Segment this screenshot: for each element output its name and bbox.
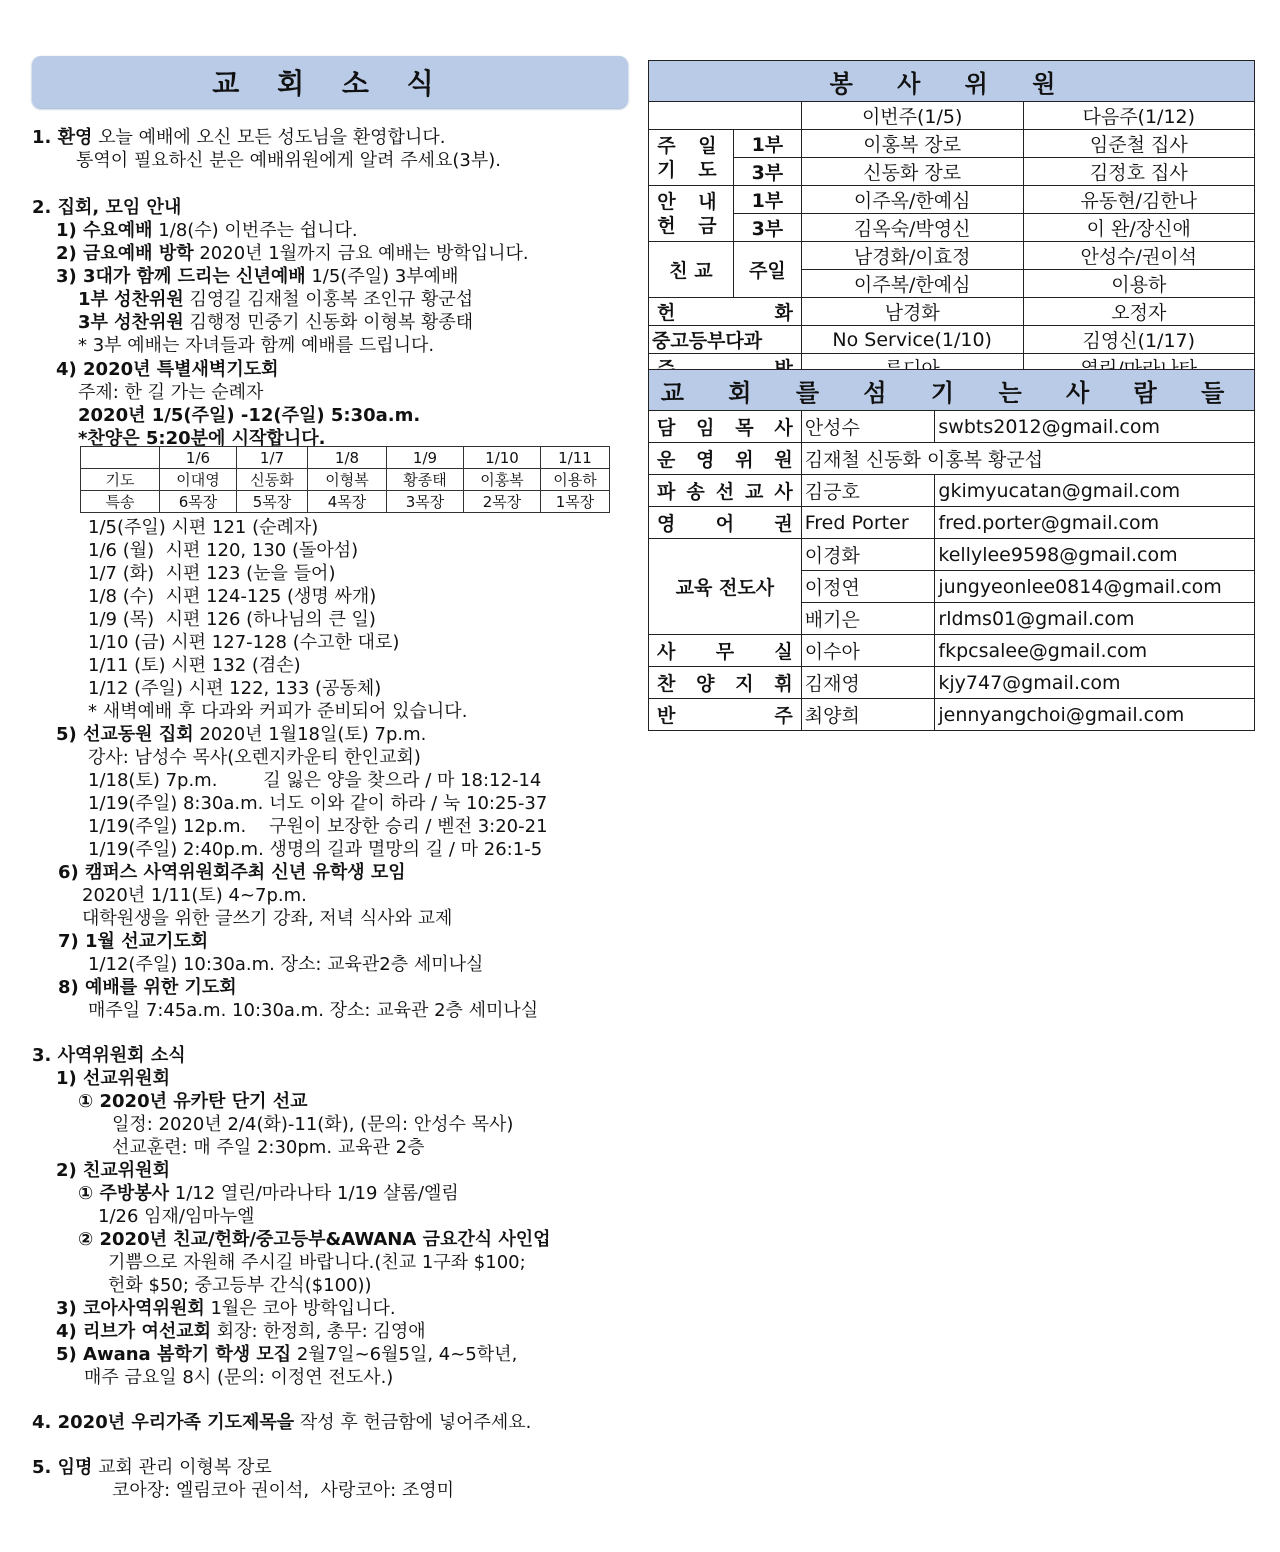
news-line-text: 1/11 (토) 시편 132 (겸손) <box>88 655 301 676</box>
news-line <box>78 288 473 311</box>
news-line <box>82 907 452 930</box>
table-cell: 6목장 <box>160 491 237 513</box>
news-line-text: 1/26 임재/임마누엘 <box>98 1206 255 1227</box>
news-line-bold: 1) 수요예배 <box>56 220 153 241</box>
staff-email[interactable]: kjy747@gmail.com <box>935 667 1255 699</box>
serve-cell: 김옥숙/박영신 <box>801 214 1023 242</box>
blank-cell <box>649 102 802 130</box>
news-line <box>58 930 208 953</box>
news-line-text: 통역이 필요하신 분은 예배위원에게 알려 주세요(3부). <box>76 150 501 171</box>
news-line-bold: 4) 리브가 여선교회 <box>56 1321 211 1342</box>
staff-name: 김재영 <box>801 667 935 699</box>
serve-cell: 남경화 <box>801 298 1023 326</box>
news-line <box>56 1343 517 1366</box>
news-line <box>88 677 381 700</box>
flower-label: 헌 화 <box>649 298 802 326</box>
news-line-bold: 2. 집회, 모임 안내 <box>32 197 182 218</box>
service-1-label: 1부 <box>733 130 801 158</box>
news-line-text: 2020년 1/11(토) 4~7p.m. <box>82 885 307 906</box>
news-line-bold: 6) 캠퍼스 사역위원회주최 신년 유학생 모임 <box>58 862 406 883</box>
news-line <box>32 1411 531 1434</box>
table-cell: 5목장 <box>237 491 308 513</box>
staff-name: 안성수 <box>801 411 935 443</box>
staff-role: 교육 전도사 <box>649 539 802 635</box>
news-line-text: 코아장: 엘림코아 권이석, 사랑코아: 조영미 <box>112 1480 455 1501</box>
news-line-text: 1/8(수) 이번주는 쉽니다. <box>152 220 358 241</box>
news-line-text: 1/5(주일) 시편 121 (순례자) <box>88 517 319 538</box>
staff-title: 교 회 를 섬 기 는 사 람 들 <box>649 370 1255 411</box>
table-cell: 4목장 <box>308 491 387 513</box>
news-line-bold: ① 2020년 유카탄 단기 선교 <box>78 1091 308 1112</box>
table-cell: 2목장 <box>464 491 541 513</box>
news-line-text: 대학원생을 위한 글쓰기 강좌, 저녁 식사와 교제 <box>82 908 453 929</box>
news-line-bold: 5) Awana 봄학기 학생 모집 <box>56 1344 292 1365</box>
staff-name: 김재철 신동화 이홍복 황군섭 <box>801 443 1254 475</box>
news-line <box>78 381 263 404</box>
staff-name: 이정연 <box>801 571 935 603</box>
staff-email[interactable]: jungyeonlee0814@gmail.com <box>935 571 1255 603</box>
staff-name: 이경화 <box>801 539 935 571</box>
news-line-bold: 8) 예배를 위한 기도회 <box>58 977 237 998</box>
serve-cell: 안성수/권이석 <box>1023 242 1254 270</box>
table-cell: 3목장 <box>387 491 464 513</box>
row-label: 기도 <box>81 469 160 491</box>
news-line <box>112 1113 513 1136</box>
news-line-bold: 3) 코아사역위원회 <box>56 1298 205 1319</box>
news-line-text: 강사: 남성수 목사(오렌지카운티 한인교회) <box>88 747 421 768</box>
news-line-bold: 3. 사역위원회 소식 <box>32 1045 186 1066</box>
this-week-header: 이번주(1/5) <box>801 102 1023 130</box>
news-line <box>112 1136 425 1159</box>
table-cell: 이용하 <box>541 469 610 491</box>
news-line-text: 1/10 (금) 시편 127-128 (수고한 대로) <box>88 632 400 653</box>
serve-cell: 이주복/한예심 <box>801 270 1023 298</box>
serving-committee-table <box>648 60 1255 382</box>
news-line <box>88 539 358 562</box>
news-line-bold: ① 주방봉사 <box>78 1183 170 1204</box>
service-3-label: 3부 <box>733 214 801 242</box>
news-line <box>56 265 458 288</box>
table-cell: 1목장 <box>541 491 610 513</box>
news-line <box>88 792 547 815</box>
serve-cell: 이주옥/한예심 <box>801 186 1023 214</box>
news-line-text: 기쁨으로 자원해 주시길 바랍니다.(친교 1구좌 $100; <box>108 1252 526 1273</box>
news-line-text: * 3부 예배는 자녀들과 함께 예배를 드립니다. <box>78 335 435 356</box>
staff-email[interactable]: fkpcsalee@gmail.com <box>935 635 1255 667</box>
news-line-text: 주제: 한 길 가는 순례자 <box>78 382 264 403</box>
serve-cell: 김영신(1/17) <box>1023 326 1254 354</box>
news-line <box>88 608 376 631</box>
date-cell: 1/8 <box>308 447 387 469</box>
usher-label: 안 내 헌 금 <box>649 186 734 242</box>
staff-name: Fred Porter <box>801 507 935 539</box>
staff-email[interactable]: swbts2012@gmail.com <box>935 411 1255 443</box>
news-line-text: 일정: 2020년 2/4(화)-11(화), (문의: 안성수 목사) <box>112 1114 514 1135</box>
news-line <box>108 1251 526 1274</box>
staff-role: 담 임 목 사 <box>649 411 802 443</box>
staff-email[interactable]: fred.porter@gmail.com <box>935 507 1255 539</box>
news-line-text: 1/18(토) 7p.m. 길 잃은 양을 찾으라 / 마 18:12-14 <box>88 770 542 791</box>
serve-cell: 신동화 장로 <box>801 158 1023 186</box>
staff-role: 찬 양 지 휘 <box>649 667 802 699</box>
staff-email[interactable]: gkimyucatan@gmail.com <box>935 475 1255 507</box>
news-line <box>108 1274 372 1297</box>
news-line-bold: ② 2020년 친교/헌화/중고등부&AWANA 금요간식 사인업 <box>78 1229 551 1250</box>
news-line-text: 1/12 (주일) 시편 122, 133 (공동체) <box>88 678 382 699</box>
service-3-label: 3부 <box>733 158 801 186</box>
table-cell: 황종태 <box>387 469 464 491</box>
staff-email[interactable]: jennyangchoi@gmail.com <box>935 699 1255 731</box>
prayer-label: 주 일 기 도 <box>649 130 734 186</box>
staff-role: 영 어 권 <box>649 507 802 539</box>
news-line-text: 오늘 예배에 오신 모든 성도님을 환영합니다. <box>92 127 446 148</box>
news-line <box>56 1320 426 1343</box>
service-1-label: 1부 <box>733 186 801 214</box>
news-line-text: 작성 후 헌금함에 넣어주세요. <box>294 1412 532 1433</box>
news-line-text: 김행정 민중기 신동화 이형복 황종태 <box>183 312 474 333</box>
church-news-banner <box>32 56 628 108</box>
news-line-text: * 새벽예배 후 다과와 커피가 준비되어 있습니다. <box>88 701 468 722</box>
news-line <box>56 723 426 746</box>
news-line-bold: 5. 임명 <box>32 1457 93 1478</box>
news-line <box>78 311 473 334</box>
serving-title: 봉 사 위 원 <box>649 61 1255 102</box>
news-line <box>84 1366 393 1389</box>
table-cell: 이대영 <box>160 469 237 491</box>
news-line <box>88 769 541 792</box>
news-line-text: 헌화 $50; 중고등부 간식($100)) <box>108 1275 372 1296</box>
church-news-title: 교 회 소 식 <box>212 67 448 100</box>
date-cell: 1/7 <box>237 447 308 469</box>
news-line-text: 1/19(주일) 8:30a.m. 너도 이와 같이 하라 / 눅 10:25-37 <box>88 793 548 814</box>
news-line-text: 교회 관리 이형복 장로 <box>92 1457 272 1478</box>
news-line-bold: 5) 선교동원 집회 <box>56 724 194 745</box>
news-line <box>88 953 483 976</box>
news-line-text: 1/19(주일) 12p.m. 구원이 보장한 승리 / 벧전 3:20-21 <box>88 816 548 837</box>
news-line-text: 1/8 (수) 시편 124-125 (생명 싸개) <box>88 586 377 607</box>
news-line <box>88 585 376 608</box>
news-line <box>32 1456 272 1479</box>
news-line-bold: 4) 2020년 특별새벽기도회 <box>56 359 279 380</box>
news-line <box>78 334 434 357</box>
news-line-bold: 2020년 1/5(주일) -12(주일) 5:30a.m. <box>78 405 421 426</box>
fellowship-label: 친 교 <box>649 242 734 298</box>
news-line <box>88 516 318 539</box>
news-line-text: 1/5(주일) 3부예배 <box>305 266 459 287</box>
news-line <box>88 562 335 585</box>
staff-name: 이수아 <box>801 635 935 667</box>
news-line-text: 1/19(주일) 2:40p.m. 생명의 길과 멸망의 길 / 마 26:1-5 <box>88 839 543 860</box>
news-line-bold: 1) 선교위원회 <box>56 1068 170 1089</box>
news-line <box>32 126 445 149</box>
staff-table <box>648 369 1255 731</box>
news-line <box>78 404 420 427</box>
news-line <box>88 746 421 769</box>
news-line <box>56 1067 170 1090</box>
serve-cell: 이용하 <box>1023 270 1254 298</box>
next-week-header: 다음주(1/12) <box>1023 102 1254 130</box>
news-line <box>56 219 358 242</box>
news-line-text: 매주일 7:45a.m. 10:30a.m. 장소: 교육관 2층 세미나실 <box>88 1000 539 1021</box>
news-line <box>88 999 538 1022</box>
corner-cell <box>81 447 160 469</box>
fellowship-sub-label: 주일 <box>733 242 801 298</box>
serve-cell: 이홍복 장로 <box>801 130 1023 158</box>
staff-role: 사 무 실 <box>649 635 802 667</box>
news-line-bold: 7) 1월 선교기도회 <box>58 931 209 952</box>
row-label: 특송 <box>81 491 160 513</box>
news-line-text: 2020년 1월18일(토) 7p.m. <box>193 724 427 745</box>
news-line-text: 1/7 (화) 시편 123 (눈을 들어) <box>88 563 336 584</box>
news-line-text: 회장: 한정희, 총무: 김영애 <box>211 1321 426 1342</box>
news-line-text: 1월은 코아 방학입니다. <box>204 1298 396 1319</box>
news-line-text: 2월7일~6월5일, 4~5학년, <box>291 1344 518 1365</box>
prayer-schedule-table <box>80 446 610 513</box>
date-cell: 1/9 <box>387 447 464 469</box>
staff-email[interactable]: rldms01@gmail.com <box>935 603 1255 635</box>
serve-cell: 유동현/김한나 <box>1023 186 1254 214</box>
staff-role: 운 영 위 원 <box>649 443 802 475</box>
news-line <box>32 196 181 219</box>
table-cell: 이형복 <box>308 469 387 491</box>
news-line <box>88 654 301 677</box>
news-line-text: 1/6 (월) 시편 120, 130 (돌아섬) <box>88 540 359 561</box>
news-line-text: 김영길 김재철 이홍복 조인규 황군섭 <box>183 289 474 310</box>
serve-cell: 임준철 집사 <box>1023 130 1254 158</box>
youth-snack-label: 중고등부다과 <box>649 326 802 354</box>
staff-email[interactable]: kellylee9598@gmail.com <box>935 539 1255 571</box>
news-line-text: 2020년 1월까지 금요 예배는 방학입니다. <box>193 243 529 264</box>
table-cell: 이홍복 <box>464 469 541 491</box>
news-line-bold: 1. 환영 <box>32 127 93 148</box>
news-line <box>56 242 529 265</box>
date-cell: 1/10 <box>464 447 541 469</box>
news-line <box>98 1205 255 1228</box>
news-line-bold: 2) 친교위원회 <box>56 1160 170 1181</box>
news-line <box>58 976 237 999</box>
news-line-text: 1/12(주일) 10:30a.m. 장소: 교육관2층 세미나실 <box>88 954 484 975</box>
news-line-bold: 4. 2020년 우리가족 기도제목을 <box>32 1412 295 1433</box>
news-line <box>82 884 307 907</box>
staff-role: 반 주 <box>649 699 802 731</box>
news-line <box>56 358 279 381</box>
news-line <box>78 1182 459 1205</box>
news-line <box>56 1297 396 1320</box>
news-line <box>88 631 399 654</box>
news-line <box>32 1044 186 1067</box>
table-cell: 신동화 <box>237 469 308 491</box>
news-line <box>56 1159 170 1182</box>
staff-name: 최양희 <box>801 699 935 731</box>
news-line-bold: 2) 금요예배 방학 <box>56 243 194 264</box>
news-line <box>78 1090 308 1113</box>
staff-name: 배기은 <box>801 603 935 635</box>
news-line-bold: 1부 성찬위원 <box>78 289 184 310</box>
staff-name: 김긍호 <box>801 475 935 507</box>
news-line <box>112 1479 454 1502</box>
news-line-text: 선교훈련: 매 주일 2:30pm. 교육관 2층 <box>112 1137 425 1158</box>
news-line-text: 1/9 (목) 시편 126 (하나님의 큰 일) <box>88 609 376 630</box>
serve-cell: 김정호 집사 <box>1023 158 1254 186</box>
date-cell: 1/6 <box>160 447 237 469</box>
news-line <box>88 815 548 838</box>
serve-cell: 오정자 <box>1023 298 1254 326</box>
news-line <box>76 149 501 172</box>
news-line-text: 1/12 열린/마라나타 1/19 샬롬/엘림 <box>169 1183 459 1204</box>
news-line-bold: *찬양은 5:20분에 시작합니다. <box>78 428 326 449</box>
news-line <box>58 861 406 884</box>
news-line-bold: 3) 3대가 함께 드리는 신년예배 <box>56 266 306 287</box>
news-line <box>78 1228 551 1251</box>
news-line <box>88 700 467 723</box>
serve-cell: 남경화/이효정 <box>801 242 1023 270</box>
serve-cell: No Service(1/10) <box>801 326 1023 354</box>
news-line <box>88 838 542 861</box>
staff-role: 파 송 선 교 사 <box>649 475 802 507</box>
news-line-text: 매주 금요일 8시 (문의: 이정연 전도사.) <box>84 1367 394 1388</box>
date-cell: 1/11 <box>541 447 610 469</box>
news-line-bold: 3부 성찬위원 <box>78 312 184 333</box>
serve-cell: 이 완/장신애 <box>1023 214 1254 242</box>
